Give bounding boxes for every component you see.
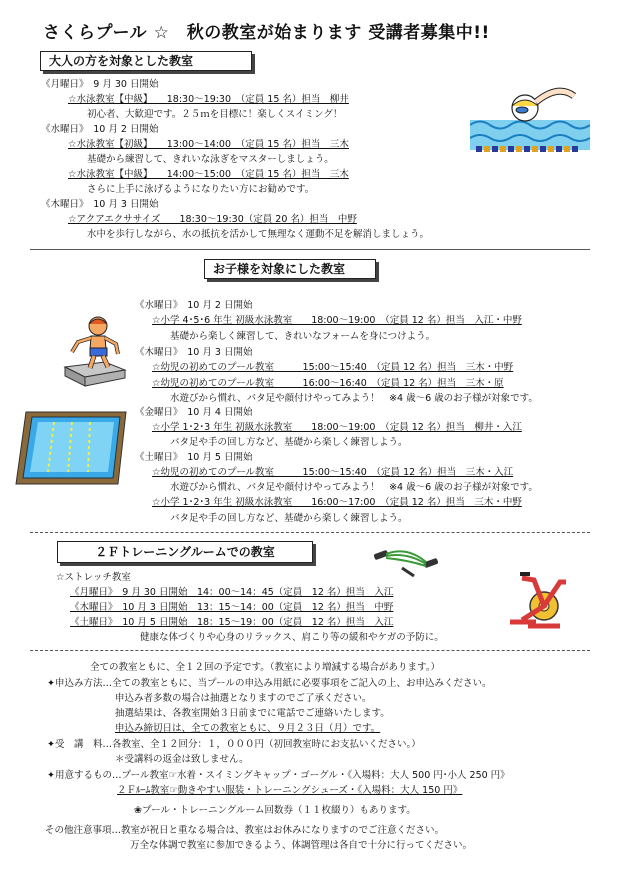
kids-desc-fri: バタ足や手の回し方など、基礎から楽しく練習しよう。 [170, 437, 408, 448]
adult-class-mon: ☆水泳教室【中級】 18:30～19:30 （定員 15 名）担当 柳井 [68, 94, 349, 105]
adult-desc-thu: 水中を歩行しながら、水の抵抗を活かして無理なく運動不足を解消しましょう。 [87, 229, 430, 240]
adult-desc-wed2: さらに上手に泳げるようになりたい方にお勧めです。 [87, 184, 315, 195]
adult-class-thu: ☆アクアエクササイズ 18:30～19:30（定員 20 名）担当 中野 [68, 214, 357, 225]
adult-desc-mon: 初心者、大歓迎です。２５ｍを目標に！楽しくスイミング！ [87, 109, 343, 120]
info-coupon: ❀プール・トレーニングルーム回数券（１１枚綴り）もあります。 [134, 805, 416, 816]
boy-diving-illustration [60, 312, 130, 387]
kids-class-sat1: ☆幼児の初めてのプール教室 15:00～15:40 （定員 12 名）担当 三木・入江 [152, 467, 514, 478]
chest-expander-illustration [372, 542, 442, 580]
info-notes: その他注意事項…教室が祝日と重なる場合は、教室はお休みになりますのでご注意ください。 [45, 825, 445, 836]
info-bring-gym: ２Ｆﾙｰﾑ教室☞動きやすい服装・トレーニングシューズ・《入場料：大人 150 円》 [117, 785, 463, 796]
stretch-title: ☆ストレッチ教室 [56, 572, 131, 583]
swimmer-illustration [470, 80, 590, 160]
pool-illustration [14, 408, 130, 488]
info-apply-deadline: 申込み締切日は、全ての教室ともに、９月２３日（月）です。 [115, 723, 381, 734]
divider-1 [30, 249, 590, 250]
kids-class-sat2: ☆小学 1･2･3 年生 初級水泳教室 16:00～17:00 （定員 12 名）担当 三木・中野 [152, 497, 522, 508]
info-no-refund: ＊受講料の返金は致しません。 [115, 754, 249, 765]
stretch-mon: 《月曜日》 9 月 30 日開始 14：00～14：45（定員 12 名）担当 入江 [70, 587, 394, 598]
kids-section-heading: お子様を対象にした教室 [204, 259, 376, 279]
kids-thursday: 《木曜日》 10 月 3 日開始 [135, 347, 253, 358]
kids-desc-wed: 基礎から楽しく練習して、きれいなフォームを身につけよう。 [170, 331, 436, 342]
kids-class-fri: ☆小学 1･2･3 年生 初級水泳教室 18:00～19:00 （定員 12 名）担当 柳井・入江 [152, 422, 522, 433]
adult-desc-wed1: 基礎から練習して、きれいな泳ぎをマスターしましょう。 [87, 154, 334, 165]
exercise-bike-illustration [500, 568, 572, 632]
kids-class-wed: ☆小学 4･5･6 年生 初級水泳教室 18:00～19:00 （定員 12 名）担当 入江・中野 [152, 315, 522, 326]
info-fee: ✦受 講 料…各教室、全１２回分：１，０００円（初回教室時にお支払いください。） [47, 739, 421, 750]
adult-class-wed1: ☆水泳教室【初級】 13:00～14:00 （定員 15 名）担当 三木 [68, 139, 349, 150]
kids-desc-thu: 水遊びから慣れ、バタ足や顔付けやってみよう！ ※4 歳～6 歳のお子様が対象です。 [170, 393, 538, 404]
info-health: 万全な体調で教室に参加できるよう、体調管理は各自で十分に行ってください。 [130, 840, 473, 851]
info-bring-pool: ✦用意するもの…プール教室☞水着・スイミングキャップ・ゴーグル・《入場料：大人 500 円･小人 250 円》 [47, 770, 510, 781]
info-all-classes: 全ての教室ともに、全１２回の予定です。（教室により増減する場合があります。） [90, 662, 440, 673]
kids-wednesday: 《水曜日》 10 月 2 日開始 [135, 300, 253, 311]
divider-2 [30, 532, 590, 533]
stretch-sat: 《土曜日》 10 月 5 日開始 18：15～19：00（定員 12 名）担当 入江 [70, 617, 394, 628]
divider-3 [30, 650, 590, 651]
page-title: さくらプール ☆ 秋の教室が始まります 受講者募集中!! [43, 23, 490, 43]
adult-monday: 《月曜日》 9 月 30 日開始 [41, 79, 159, 90]
adult-section-heading: 大人の方を対象とした教室 [40, 51, 252, 71]
adult-class-wed2: ☆水泳教室【中級】 14:00～15:00 （定員 15 名）担当 三木 [68, 169, 349, 180]
kids-saturday: 《土曜日》 10 月 5 日開始 [135, 452, 253, 463]
info-apply-lottery: 申込み者多数の場合は抽選となりますのでご了承ください。 [115, 693, 372, 704]
kids-class-thu1: ☆幼児の初めてのプール教室 15:00～15:40 （定員 12 名）担当 三木・中野 [152, 362, 514, 373]
adult-thursday: 《木曜日》 10 月 3 日開始 [41, 199, 159, 210]
stretch-thu: 《木曜日》 10 月 3 日開始 13：15～14：00（定員 12 名）担当 中野 [70, 602, 394, 613]
info-apply-method: ✦申込み方法…全ての教室ともに、当プールの申込み用紙に必要事項をご記入の上、お申込みください。 [47, 678, 492, 689]
kids-desc-sat2: バタ足や手の回し方など、基礎から楽しく練習しよう。 [170, 513, 408, 524]
adult-wednesday: 《水曜日》 10 月 2 日開始 [41, 124, 159, 135]
info-apply-result: 抽選結果は、各教室開始３日前までに電話でご連絡いたします。 [115, 708, 390, 719]
stretch-desc: 健康な体づくりや心身のリラックス、肩こり等の緩和やケガの予防に。 [140, 632, 444, 643]
kids-class-thu2: ☆幼児の初めてのプール教室 16:00～16:40 （定員 12 名）担当 三木・原 [152, 378, 504, 389]
training-section-heading: ２Ｆトレーニングルームでの教室 [57, 541, 313, 563]
kids-friday: 《金曜日》 10 月 4 日開始 [135, 407, 253, 418]
kids-desc-sat1: 水遊びから慣れ、バタ足や顔付けやってみよう！ ※4 歳～6 歳のお子様が対象です。 [170, 482, 538, 493]
